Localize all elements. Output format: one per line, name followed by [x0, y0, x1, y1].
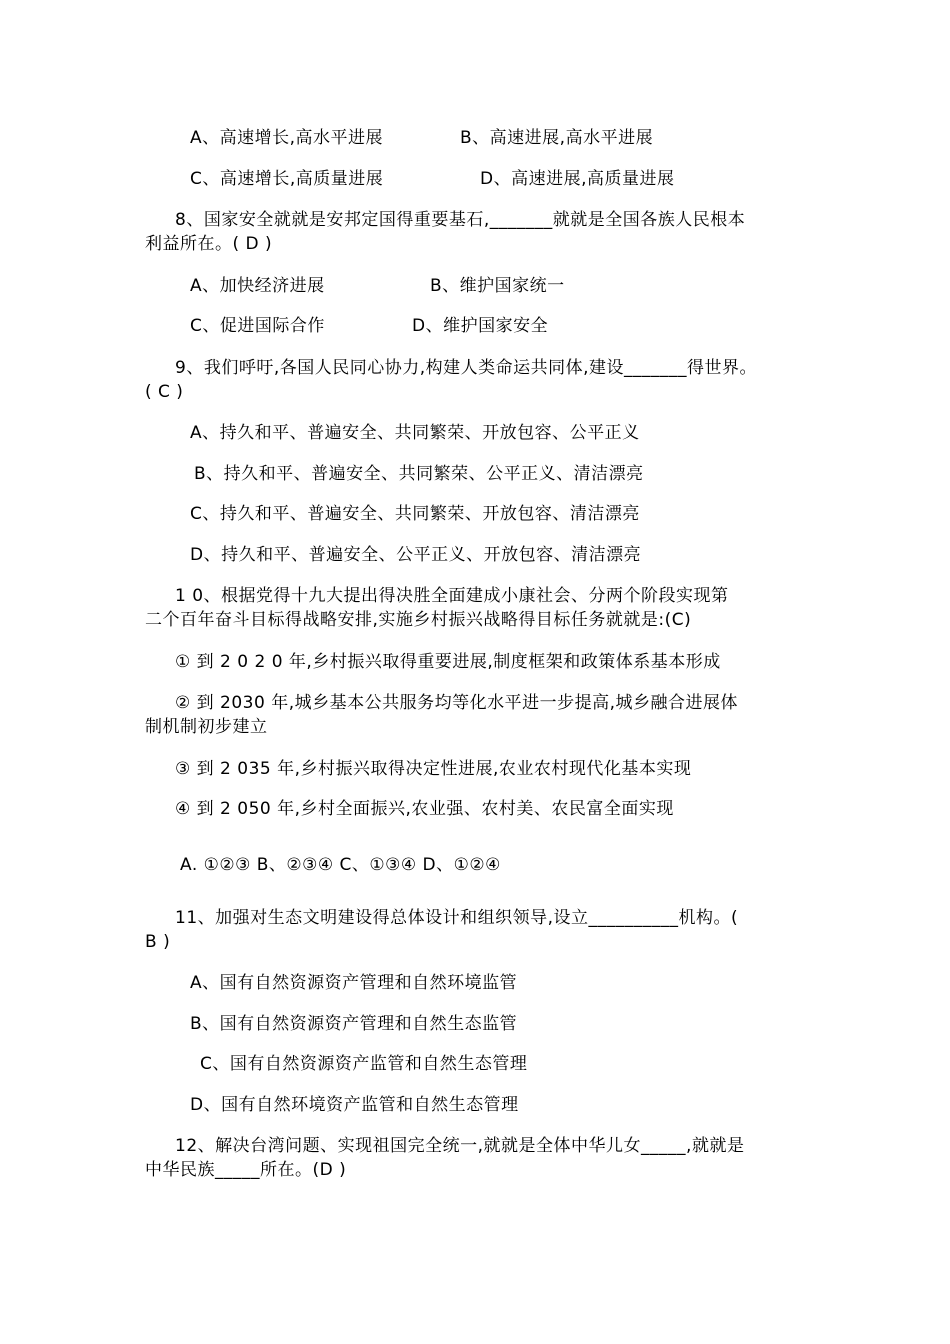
q12-stem-line-1: 12、解决台湾问题、实现祖国完全统一,就就是全体中华儿女_____,就就是 — [175, 1136, 745, 1156]
q10-item-1: ① 到 2 0 2 0 年,乡村振兴取得重要进展,制度框架和政策体系基本形成 — [175, 652, 721, 672]
q12-stem-line-2: 中华民族_____所在。(D ) — [145, 1160, 347, 1180]
q7-option-a: A、高速增长,高水平进展 — [190, 128, 384, 148]
q7-option-b: B、高速进展,高水平进展 — [460, 128, 654, 148]
q8-option-b: B、维护国家统一 — [430, 276, 565, 296]
q8-stem-line-1: 8、国家安全就就是安邦定国得重要基石,_______就就是全国各族人民根本 — [175, 210, 746, 230]
q10-item-4: ④ 到 2 050 年,乡村全面振兴,农业强、农村美、农民富全面实现 — [175, 799, 674, 819]
q9-stem-line-2: ( C ) — [145, 382, 184, 402]
q9-option-c: C、持久和平、普遍安全、共同繁荣、开放包容、清洁漂亮 — [190, 504, 640, 524]
q7-option-d: D、高速进展,高质量进展 — [480, 169, 675, 189]
q11-option-c: C、国有自然资源资产监管和自然生态管理 — [200, 1054, 528, 1074]
q10-item-2-line-1: ② 到 2030 年,城乡基本公共服务均等化水平进一步提高,城乡融合进展体 — [175, 693, 739, 713]
q9-stem-line-1: 9、我们呼吁,各国人民同心协力,构建人类命运共同体,建设_______得世界。 — [175, 358, 758, 378]
q9-option-b: B、持久和平、普遍安全、共同繁荣、公平正义、清洁漂亮 — [194, 464, 644, 484]
q11-stem-line-1: 11、加强对生态文明建设得总体设计和组织领导,设立__________机构。( — [175, 908, 739, 928]
q10-item-3: ③ 到 2 035 年,乡村振兴取得决定性进展,农业农村现代化基本实现 — [175, 759, 692, 779]
q10-item-2-line-2: 制机制初步建立 — [145, 717, 268, 737]
q8-option-c: C、促进国际合作 — [190, 316, 325, 336]
q10-options: A. ①②③ B、②③④ C、①③④ D、①②④ — [180, 855, 501, 875]
q11-option-b: B、国有自然资源资产管理和自然生态监管 — [190, 1014, 518, 1034]
q11-option-d: D、国有自然环境资产监管和自然生态管理 — [190, 1095, 519, 1115]
q9-option-d: D、持久和平、普遍安全、公平正义、开放包容、清洁漂亮 — [190, 545, 642, 565]
q7-option-c: C、高速增长,高质量进展 — [190, 169, 384, 189]
q8-option-a: A、加快经济进展 — [190, 276, 325, 296]
q11-option-a: A、国有自然资源资产管理和自然环境监管 — [190, 973, 518, 993]
q10-stem-line-2: 二个百年奋斗目标得战略安排,实施乡村振兴战略得目标任务就就是:(C) — [145, 610, 692, 630]
q8-option-d: D、维护国家安全 — [412, 316, 549, 336]
q8-stem-line-2: 利益所在。( D ) — [145, 234, 273, 254]
q9-option-a: A、持久和平、普遍安全、共同繁荣、开放包容、公平正义 — [190, 423, 640, 443]
q10-stem-line-1: 1 0、根据党得十九大提出得决胜全面建成小康社会、分两个阶段实现第 — [175, 586, 729, 606]
q11-stem-line-2: B ) — [145, 932, 171, 952]
